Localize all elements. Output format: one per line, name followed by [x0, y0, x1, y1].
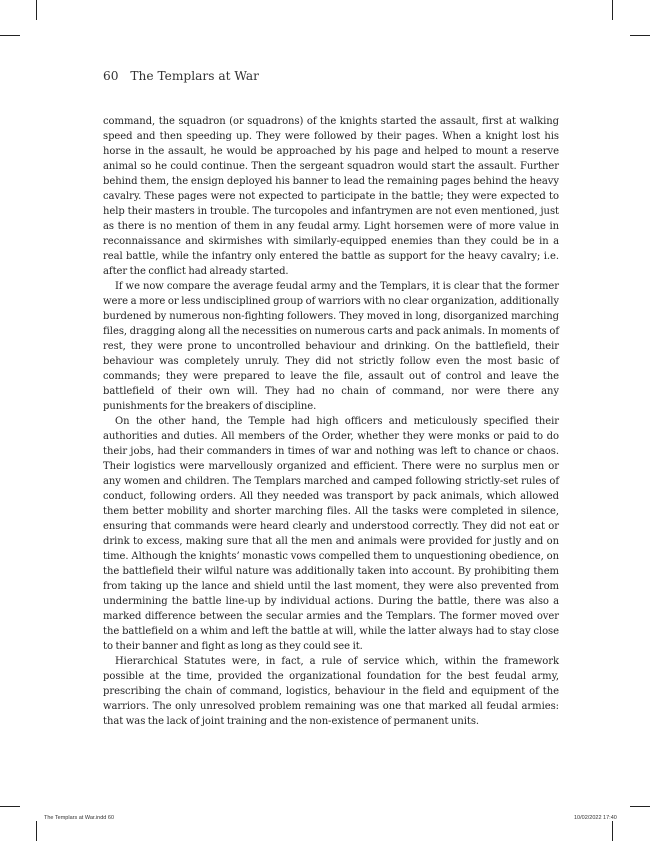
paragraph: On the other hand, the Temple had high officers and meticulously specified their authorities and duties. All members of the Order, whether they were monks or paid to do their jobs, had their commanders in times of war and nothing was left to chance or chaos. Their logistics were marvellously organized and efficient. There were no surplus men or any women and children. The Templars marched and camped following strictly-set rules of conduct, following orders. All they needed was transport by pack animals, which allowed them better mobility and shorter marching files. All the tasks were completed in silence, ensuring that commands were heard clearly and understood correctly. They did not eat or drink to excess, making sure that all the men and animals were provided for justly and on time. Although the knights’ monastic vows compelled them to unquestioning obedience, on the battlefield their wilful nature was additionally taken into account. By prohibiting them from taking up the lance and shield until the last moment, they were also prevented from undermining the battle line-up by individual actions. During the battle, there was also a marked difference between the secular armies and the Templars. The former moved over the battlefield on a whim and left the battle at will, while the latter always had to stay close to their banner and fight as long as they could see it. [103, 416, 559, 652]
date-slug: 10/02/2022 17:40 [574, 815, 617, 821]
paragraph: Hierarchical Statutes were, in fact, a rule of service which, within the framework possible at the time, provided the organizational foundation for the best feudal army, prescribing the chain of command, logistics, behaviour in the field and equipment of the warriors. The only unresolved problem remaining was one that marked all feudal armies: that was the lack of joint training and the non-existence of permanent units. [103, 656, 559, 727]
running-head [103, 69, 259, 83]
crop-mark [630, 35, 650, 36]
crop-mark [630, 806, 650, 807]
crop-mark [0, 35, 20, 36]
crop-mark [612, 821, 613, 841]
body-text [103, 114, 559, 729]
paragraph: If we now compare the average feudal army and the Templars, it is clear that the former were a more or less undisciplined group of warriors with no clear organization, additionally burdened by numerous non-fighting followers. They moved in long, disorganized marching files, dragging along all the necessities on numerous carts and pack animals. In moments of rest, they were prone to uncontrolled behaviour and drinking. On the battlefield, their behaviour was completely unruly. They did not strictly follow even the most basic of commands; they were prepared to leave the file, assault out of control and leave the battlefield of their own will. They had no chain of command, nor were there any punishments for the breakers of discipline. [103, 281, 559, 412]
crop-mark [36, 821, 37, 841]
crop-mark [0, 806, 20, 807]
file-slug: The Templars at War.indd 60 [44, 815, 115, 821]
paragraph: command, the squadron (or squadrons) of the knights started the assault, first at walking speed and then speeding up. They were followed by their pages. When a knight lost his horse in the assault, he would be approached by his page and helped to mount a reserve animal so he could continue. Then the sergeant squadron would start the assault. Further behind them, the ensign deployed his banner to lead the remaining pages behind the heavy cavalry. These pages were not expected to participate in the battle; they were expected to help their masters in trouble. The turcopoles and infantrymen are not even mentioned, just as there is no mention of them in any feudal army. Light horsemen were of more value in reconnaissance and skirmishes with similarly-equipped enemies than they could be in a real battle, while the infantry only entered the battle as support for the heavy cavalry; i.e. after the conflict had already started. [103, 116, 559, 277]
crop-mark [36, 0, 37, 20]
crop-mark [612, 0, 613, 20]
running-title: The Templars at War [130, 69, 259, 83]
page-number: 60 [103, 69, 119, 83]
